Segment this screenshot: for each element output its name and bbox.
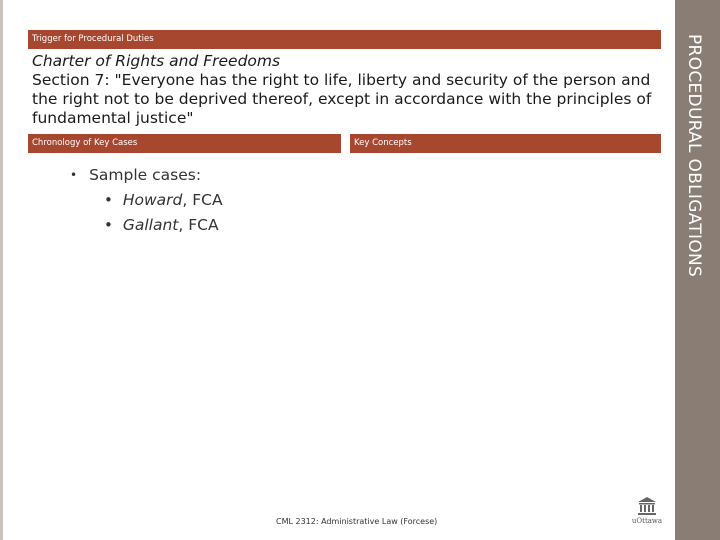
case-name: Gallant: [122, 216, 179, 234]
sub-bullet-dot-icon: •: [104, 216, 113, 234]
case-item: [104, 191, 223, 209]
case-court: , FCA: [178, 216, 219, 234]
bullet-main-text: Sample cases:: [89, 166, 202, 184]
section-7-text: Section 7: "Everyone has the right to life, liberty and security of the person and the right not to be deprived thereof, except in accordance with the principles of fundamental justice": [32, 71, 652, 127]
case-court: , FCA: [182, 191, 223, 209]
sub-bullet-dot-icon: •: [104, 191, 113, 209]
section-header-label: Trigger for Procedural Duties: [32, 34, 154, 44]
case-item: [104, 216, 223, 234]
chronology-label: Chronology of Key Cases: [32, 138, 138, 148]
bullet-dot-icon: •: [70, 168, 78, 182]
side-vertical-title: PROCEDURAL OBLIGATIONS: [684, 34, 704, 278]
key-concepts-bar: [350, 134, 661, 153]
logo-wordmark: uOttawa: [631, 517, 663, 525]
charter-title: Charter of Rights and Freedoms: [32, 52, 281, 70]
left-edge-strip: [0, 0, 3, 540]
case-name: Howard: [122, 191, 183, 209]
content-block: [32, 52, 662, 128]
bullet-main: [70, 166, 223, 184]
bullet-list: [70, 166, 223, 234]
section-header-bar: [28, 30, 661, 49]
chronology-bar: [28, 134, 341, 153]
building-icon: [637, 496, 657, 516]
side-title-container: [678, 0, 718, 540]
university-logo: [627, 496, 667, 532]
footer-course-label: CML 2312: Administrative Law (Forcese): [276, 517, 438, 526]
key-concepts-label: Key Concepts: [354, 138, 412, 148]
